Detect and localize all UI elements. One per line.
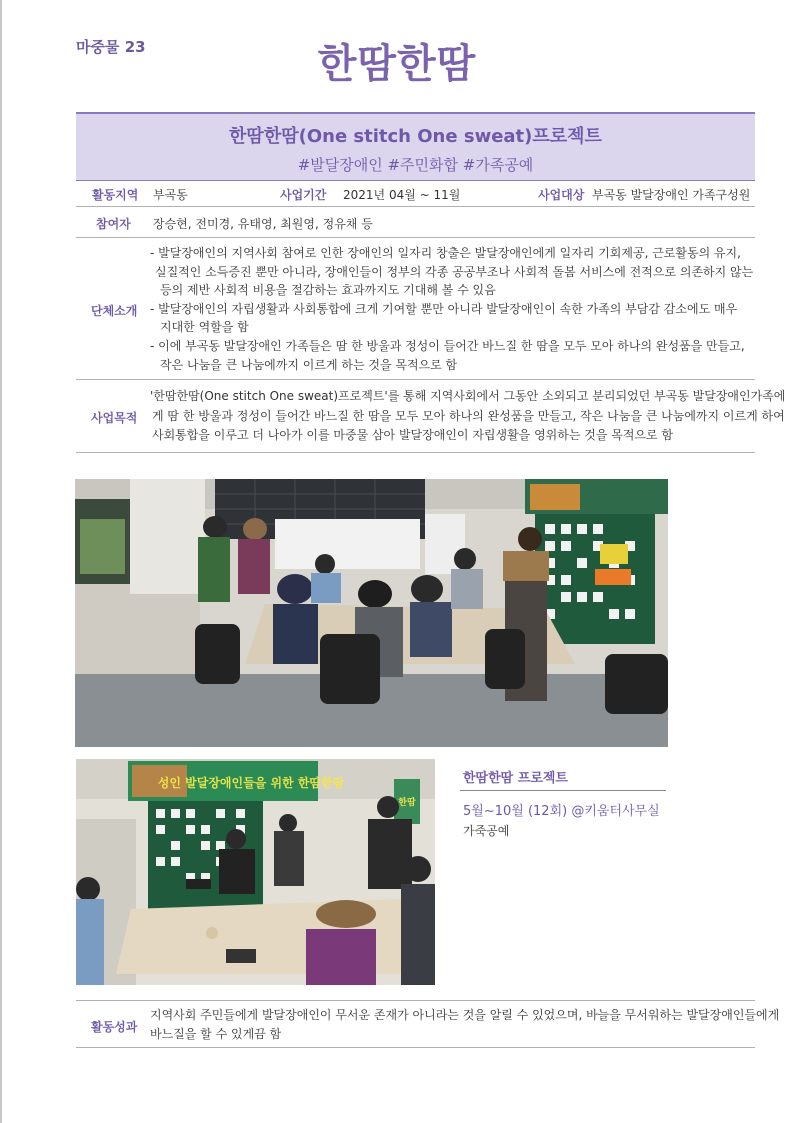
target-label: 사업대상 [538,188,585,202]
caption-divider [460,790,666,791]
poster-text: 한땀 [398,798,416,808]
result-label: 활동성과 [91,1020,138,1034]
caption-date: 5월~10월 (12회) @키움터사무실 [463,804,660,819]
intro-label: 단체소개 [91,304,138,318]
purpose-text [150,387,785,446]
intro-line: - 이에 부곡동 발달장애인 가족들은 땀 한 방울과 정성이 들어간 바느질 한 땀을 모두 모아 하나의 완성품을 만들고, [150,338,745,353]
area-label: 활동지역 [92,188,139,202]
intro-line: 등의 제반 사회적 비용을 절감하는 효과까지도 기대해 볼 수 있음 [160,283,496,298]
intro-line: - 발달장애인의 지역사회 참여로 인한 장애인의 일자리 창출은 발달장애인에게 일자리 기회제공, 근로활동의 유지, [150,246,741,260]
project-banner [76,112,755,181]
period-value: 2021년 04월 ~ 11월 [343,188,461,202]
result-text [150,1006,779,1044]
purpose-label: 사업목적 [91,411,138,425]
purpose-line: '한땀한땀(One stitch One sweat)프로젝트'를 통해 지역사회에서 그동안 소외되고 분리되었던 부곡동 발달장애인가족에 [150,389,786,403]
page-title: 한땀한땀 [317,41,477,87]
result-line: 지역사회 주민들에게 발달장애인이 무서운 존재가 아니라는 것을 알릴 수 있었으며, 바늘을 무서워하는 발달장애인들에게 [150,1008,780,1022]
area-value: 부곡동 [153,188,188,202]
document-number: 마중물 23 [76,38,146,56]
target-value: 부곡동 발달장애인 가족구성원 [592,188,751,202]
intro-line: 실질적인 소득증진 뿐만 아니라, 장애인들이 정부의 각종 공공부조나 사회적 돌봄 서비스에 전적으로 의존하지 않는 [155,264,754,279]
purpose-line: 사회통합을 이루고 더 나아가 이를 마중물 삼아 발달장애인이 자립생활을 영위하는 것을 목적으로 함 [152,428,674,442]
caption-description: 가죽공예 [463,824,510,838]
project-title: 한땀한땀(One stitch One sweat)프로젝트 [229,126,602,147]
activity-photo-large [75,479,668,747]
period-label: 사업기간 [280,188,327,202]
result-line: 바느질을 할 수 있게끔 함 [150,1027,282,1041]
participants-label: 참여자 [96,217,131,231]
purpose-line: 게 땀 한 방울과 정성이 들어간 바느질 한 땀을 모두 모아 하나의 완성품을 만들고, 작은 나눔을 큰 나눔에까지 이르게 하여 [152,408,785,423]
intro-line: - 발달장애인의 자립생활과 사회통합에 크게 기여할 뿐만 아니라 발달장애인이 속한 가족의 부담감 감소에도 매우 [150,301,738,316]
page-edge [0,0,2,1123]
caption-title: 한땀한땀 프로젝트 [463,771,568,786]
activity-photo-small [76,759,435,985]
intro-line: 작은 나눔을 큰 나눔에까지 이르게 하는 것을 목적으로 함 [160,357,458,372]
project-hashtags: #발달장애인 #주민화합 #가족공예 [297,156,534,174]
activity-photo-large-image [75,479,668,747]
intro-text [150,244,753,374]
intro-line: 지대한 역할을 함 [160,320,249,335]
participants-value: 장승현, 전미경, 유태영, 최원영, 정유채 등 [153,217,373,231]
photo-sign-text: 성인 발달장애인들을 위한 한땀한땀 [157,776,345,790]
activity-photo-small-image [76,759,435,985]
